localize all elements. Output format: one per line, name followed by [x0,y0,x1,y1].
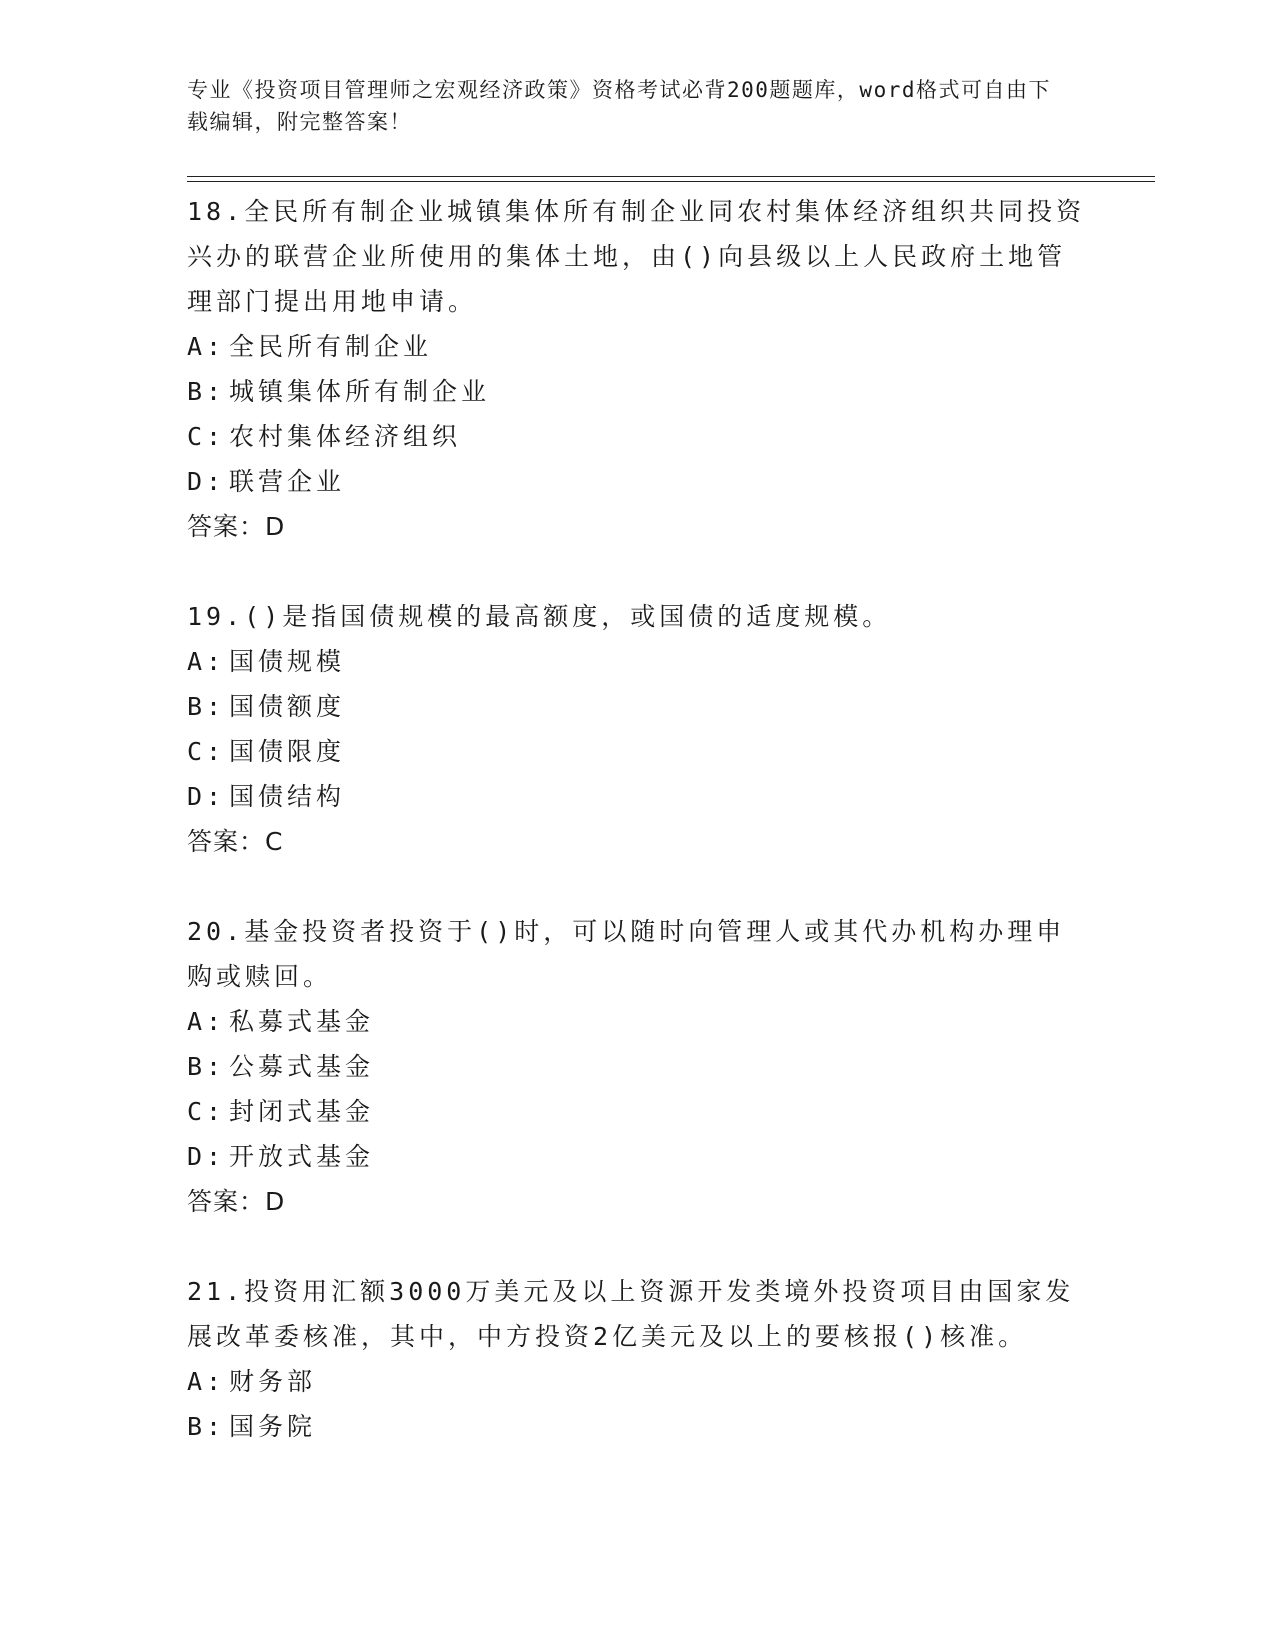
question-spacer [187,549,1087,594]
option-key: D: [187,467,226,496]
question-20 [187,909,1087,1224]
option-key: C: [187,1097,226,1126]
option-key: B: [187,1412,226,1441]
question-stem: 19.()是指国债规模的最高额度，或国债的适度规模。 [187,602,892,631]
option-key: B: [187,1052,226,1081]
option-d [187,1134,1087,1179]
option-c [187,729,1087,774]
option-a [187,639,1087,684]
option-key: C: [187,422,226,451]
option-key: A: [187,647,226,676]
option-key: A: [187,1007,226,1036]
option-a [187,999,1087,1044]
option-a [187,1359,1087,1404]
question-21 [187,1269,1087,1449]
option-key: B: [187,692,226,721]
option-a [187,324,1087,369]
option-text: 财务部 [229,1367,317,1396]
option-b [187,684,1087,729]
header-divider-top [187,176,1155,177]
option-b [187,1044,1087,1089]
option-text: 封闭式基金 [229,1097,375,1126]
option-key: D: [187,782,226,811]
option-text: 国债结构 [229,782,346,811]
option-text: 城镇集体所有制企业 [229,377,491,406]
option-text: 全民所有制企业 [229,332,433,361]
option-key: D: [187,1142,226,1171]
question-spacer [187,1224,1087,1269]
option-text: 国债规模 [229,647,346,676]
option-key: A: [187,1367,226,1396]
question-stem: 20.基金投资者投资于()时，可以随时向管理人或其代办机构办理申购或赎回。 [187,917,1066,991]
header-divider-bottom [187,181,1155,182]
option-text: 开放式基金 [229,1142,375,1171]
option-d [187,459,1087,504]
question-stem: 18.全民所有制企业城镇集体所有制企业同农村集体经济组织共同投资兴办的联营企业所使用的集体土地，由()向县级以上人民政府土地管理部门提出用地申请。 [187,197,1086,316]
option-key: C: [187,737,226,766]
option-text: 联营企业 [229,467,346,496]
option-text: 国务院 [229,1412,317,1441]
option-text: 国债限度 [229,737,346,766]
option-key: B: [187,377,226,406]
option-d [187,774,1087,819]
question-list [187,189,1087,1449]
answer-line: 答案：D [187,512,286,541]
option-key: A: [187,332,226,361]
document-header: 专业《投资项目管理师之宏观经济政策》资格考试必背200题题库，word格式可自由下载编辑，附完整答案！ [187,78,1051,134]
question-18 [187,189,1087,549]
answer-line: 答案：D [187,1187,286,1216]
option-text: 农村集体经济组织 [229,422,462,451]
question-stem: 21.投资用汇额3000万美元及以上资源开发类境外投资项目由国家发展改革委核准，其中，中方投资2亿美元及以上的要核报()核准。 [187,1277,1075,1351]
option-text: 私募式基金 [229,1007,375,1036]
option-text: 公募式基金 [229,1052,375,1081]
option-text: 国债额度 [229,692,346,721]
option-c [187,414,1087,459]
option-b [187,1404,1087,1449]
question-spacer [187,864,1087,909]
question-19 [187,594,1087,864]
option-c [187,1089,1087,1134]
answer-line: 答案：C [187,827,284,856]
option-b [187,369,1087,414]
